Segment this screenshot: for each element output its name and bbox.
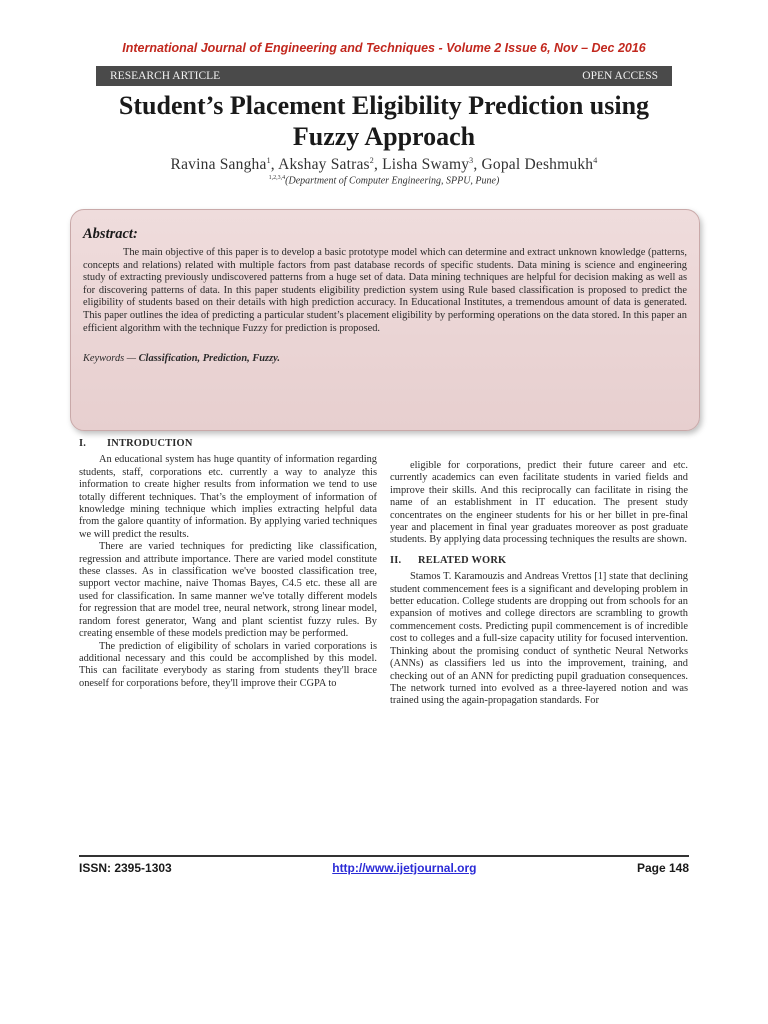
paper-title (60, 90, 708, 152)
author-sup: 1 (266, 156, 271, 165)
intro-paragraph: There are varied techniques for predicting like classification, regression and attribute importance. There are varied model constitute these classes. As in classification we've boosted classification tree, support vector machine, naive Thomas Bayes, C4.5 etc. these all are used for classification. In same manner we've totally different models for regression that are model tree, neural network, strong linear model, random forest generator, Wang and plant scientist fuzzy rules. By creating ensemble of these models prediction may be performed. (79, 541, 377, 640)
section-heading-related-work (390, 555, 688, 567)
journal-header: International Journal of Engineering and Techniques - Volume 2 Issue 6, Nov – Dec 2016 (122, 41, 646, 55)
page-number: Page 148 (636, 861, 689, 875)
section-number: I. (79, 438, 87, 449)
abstract-text: The main objective of this paper is to develop a basic prototype model which can determine and extract unknown knowledge (patterns, concepts and relations) related with multiple factors from past database records of specific students. Data mining is science and engineering study of extracting previously undiscovered patterns from a huge set of data. Data mining techniques are helpful for decision making as well as for discovering patterns of data. In this paper students eligibility prediction system using Rule based classification is proposed to predict the eligibility of students based on their details with high prediction accuracy. In Educational Institutes, a tremendous amount of data is generated. This paper outlines the idea of predicting a particular student’s placement eligibility by performing operations on the data stored. In this paper an efficient algorithm with the technique Fuzzy for prediction is proposed. (83, 247, 687, 334)
footer-rule (79, 855, 689, 857)
author-sep: , (270, 156, 279, 174)
page-footer (79, 861, 689, 875)
related-work-paragraph: Stamos T. Karamouzis and Andreas Vrettos [1] state that declining student commencement fees is a significant and developing problem in better education. College students are dropping out from schools for an expansion of motives and college directors are scrambling to growth commencement costs. Predicting pupil commencement is of incredible cost to colleges and a full-size capacity utility for focused intervention. Thinking about the promising conduct of synthetic Neural Networks (ANNs) as classifiers led us into the improvement, training, and checking out of an ANN for predicting pupil graduation consequences. The network turned into evolved as a three-layered notion and was trained using the again-propagation standards. For (390, 571, 688, 707)
affiliation-sup: 1,2,3,4 (268, 175, 286, 181)
intro-paragraph: The prediction of eligibility of scholars in varied corporations is additional necessary and this could be accomplished by this model. This can facilitate everybody as staring from students they'll brace oneself for corporations before, they'll improve their CGPA to (79, 640, 377, 689)
keywords-line (83, 353, 687, 364)
keywords-label: Keywords — (83, 353, 139, 365)
article-band (96, 66, 672, 86)
author-sep: , (373, 156, 383, 174)
title-line-1: Student’s Placement Eligibility Prediction using (118, 91, 650, 120)
author-name: Akshay Satras (278, 156, 370, 174)
title-line-2: Fuzzy Approach (292, 122, 476, 151)
keywords-values: Classification, Prediction, Fuzzy. (138, 353, 280, 365)
section-heading-introduction (79, 438, 377, 450)
right-column (390, 460, 688, 708)
issn-label: ISSN: 2395-1303 (79, 861, 172, 875)
affiliation (0, 175, 768, 186)
affiliation-text: (Department of Computer Engineering, SPPU, Pune) (285, 175, 500, 187)
journal-url-link[interactable]: http://www.ijetjournal.org (332, 861, 477, 875)
intro-continued-paragraph: eligible for corporations, predict their future career and etc. currently academics can even facilitate students in varied fields and improve their skills. And this reciprocally can facilitate in rising the name of an establishment in IT education. The present study concentrates on the engineer students for his or her billet in pre-final year and placement in final year graduates moreover as post graduate students. By applying data processing techniques the results are shown. (390, 460, 688, 546)
author-list (0, 156, 768, 174)
author-sup: 2 (369, 156, 374, 165)
section-title: RELATED WORK (418, 554, 507, 566)
left-column (79, 438, 377, 690)
open-access-label: OPEN ACCESS (582, 70, 658, 82)
section-title: INTRODUCTION (107, 438, 193, 449)
article-type-label: RESEARCH ARTICLE (110, 70, 221, 82)
author-sup: 3 (469, 156, 474, 165)
intro-paragraph: An educational system has huge quantity of information regarding students, staff, corporations etc. currently a way to analyze this information to create higher results from information we tend to use totally different techniques. That’s the employment of information of knowledge mining technique which implies extracting helpful data from the galore quantity of information. By applying varied techniques we will predict the results. (79, 454, 377, 540)
author-name: Ravina Sangha (170, 156, 267, 174)
abstract-heading: Abstract: (83, 226, 138, 242)
author-sep: , (473, 156, 482, 174)
author-name: Lisha Swamy (382, 156, 470, 174)
author-name: Gopal Deshmukh (481, 156, 594, 174)
abstract-box (70, 209, 700, 431)
author-sup: 4 (593, 156, 598, 165)
section-number: II. (390, 554, 402, 566)
